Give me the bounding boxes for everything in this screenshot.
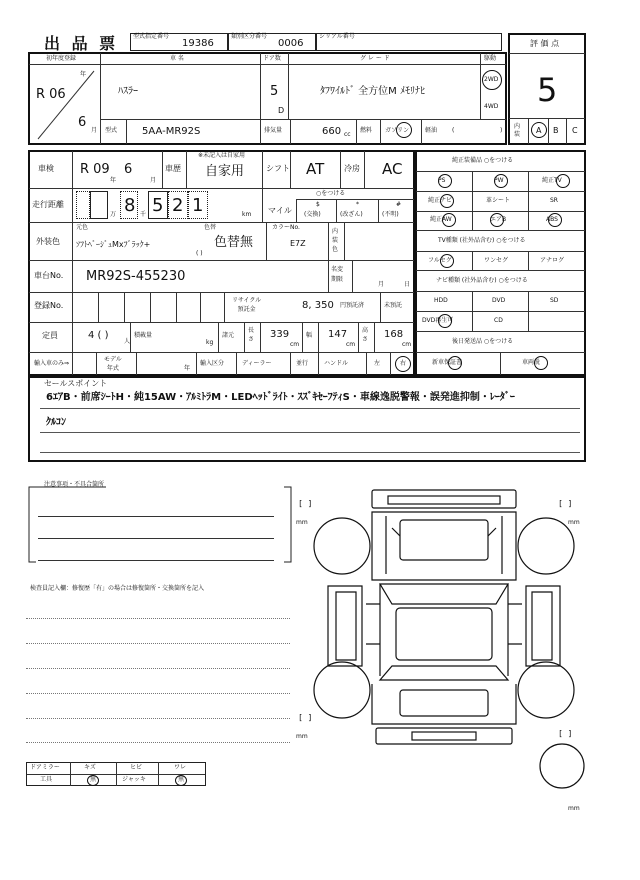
not-deposited: 未預託 bbox=[384, 302, 403, 309]
exchange-symbol: $ bbox=[316, 201, 320, 208]
navi-dvd-playable: DVD再生可 bbox=[422, 317, 454, 324]
navi-hdd: HDD bbox=[434, 297, 448, 304]
model-value: 5AA-MR92S bbox=[142, 126, 201, 137]
handle-label: ハンドル bbox=[324, 360, 349, 367]
navi-dvd: DVD bbox=[492, 297, 506, 304]
equip-pw-circle-mark bbox=[494, 174, 508, 188]
ac-value: AC bbox=[382, 160, 403, 178]
history-note: ※未記入は自家用 bbox=[198, 152, 246, 159]
height-label: 高 さ bbox=[362, 327, 369, 343]
first-reg-label: 初年度登録 bbox=[46, 55, 77, 62]
first-reg-diagonal bbox=[30, 65, 100, 144]
notes-bracket bbox=[26, 481, 294, 566]
equip-abs: ABS bbox=[546, 216, 558, 223]
type-designation-value: 19386 bbox=[182, 38, 214, 49]
capacity-value: 4 ( ) bbox=[88, 330, 109, 341]
import-only-label: 輸入車のみ⇒ bbox=[34, 360, 70, 367]
repaint-paren: ( ) bbox=[196, 250, 203, 257]
later-warranty: 新車保証書 bbox=[432, 359, 463, 366]
equip-ps-circle-mark bbox=[438, 174, 452, 188]
car-name-label: 車 名 bbox=[170, 55, 184, 62]
handle-left: 左 bbox=[374, 360, 381, 367]
mileage-digit-6: 1 bbox=[192, 195, 204, 216]
length-label: 長 さ bbox=[248, 327, 255, 343]
fuel-paren-close: ) bbox=[500, 127, 503, 134]
mileage-digit-3: 8 bbox=[124, 195, 136, 216]
serial-label: シリアル番号 bbox=[319, 33, 355, 40]
equip-aw-circle-mark bbox=[442, 213, 456, 227]
model-label: 型式 bbox=[105, 127, 118, 134]
length-unit: cm bbox=[290, 341, 300, 348]
jack-label: ジャッキ bbox=[122, 776, 146, 783]
name-change-month-unit: 月 bbox=[378, 281, 385, 288]
inspection-era: R 09 bbox=[80, 162, 110, 177]
category-label: 類別区分番号 bbox=[231, 33, 268, 40]
displacement-value: 660 bbox=[322, 126, 342, 137]
color-no-label: カラーNo. bbox=[272, 224, 300, 231]
equip-pw: PW bbox=[494, 177, 504, 184]
scratch-label: キズ bbox=[84, 764, 96, 771]
length-value: 339 bbox=[270, 329, 290, 340]
mileage-circle-note: ○をつける bbox=[316, 190, 346, 197]
tampered-label: (改ざん) bbox=[340, 211, 363, 218]
interior-grade-b: B bbox=[553, 126, 559, 135]
interior-label: 内 装 bbox=[514, 123, 521, 138]
recycle-unit: 円預託済 bbox=[340, 302, 365, 309]
shift-label: シフト bbox=[266, 164, 290, 173]
rear-right-wheel bbox=[518, 662, 574, 718]
rear-left-wheel bbox=[314, 662, 370, 718]
drive-2wd: 2WD bbox=[484, 76, 499, 83]
later-manual: 車両説 bbox=[522, 359, 541, 366]
mile-label: マイル bbox=[268, 206, 292, 215]
drive-2wd-circle-mark bbox=[482, 70, 502, 90]
handle-right-circle-mark bbox=[395, 356, 411, 372]
mileage-digit-4: 5 bbox=[152, 195, 164, 216]
equip-sr: SR bbox=[550, 197, 558, 204]
inspection-month-unit: 月 bbox=[150, 177, 157, 184]
sales-point-frame bbox=[28, 376, 586, 462]
height-value: 168 bbox=[384, 329, 404, 340]
chassis-value: MR92S-455230 bbox=[86, 269, 186, 284]
displacement-label: 排気量 bbox=[264, 127, 283, 134]
displacement-unit: cc bbox=[344, 131, 351, 138]
equip-leather: 革シート bbox=[486, 197, 511, 204]
bracket-rear-left: [ ] bbox=[298, 713, 313, 722]
jack-none-circle-mark bbox=[175, 775, 187, 786]
tv-oneseg: ワンセグ bbox=[484, 257, 509, 264]
mm-front-right: mm bbox=[568, 519, 580, 526]
handle-right: 右 bbox=[400, 360, 407, 367]
door-mirror-label: ドアミラー bbox=[30, 764, 60, 771]
width-label: 幅 bbox=[306, 332, 313, 339]
type-designation-label: 型式指定番号 bbox=[133, 33, 170, 40]
registration-label: 登録No. bbox=[34, 301, 64, 310]
inspection-month: 6 bbox=[124, 162, 133, 177]
capacity-unit: 人 bbox=[124, 338, 131, 345]
doors-sub: D bbox=[278, 106, 285, 115]
model-year-label: モデル 年式 bbox=[104, 356, 122, 372]
spare-tire bbox=[540, 744, 584, 788]
later-warranty-circle-mark bbox=[448, 356, 462, 370]
history-value: 自家用 bbox=[205, 164, 245, 179]
vehicle-detail-frame bbox=[28, 150, 415, 376]
fuel-paren-open: ( bbox=[452, 127, 455, 134]
first-reg-year-unit: 年 bbox=[80, 71, 87, 78]
later-shipment-title: 後日発送品 ○をつける bbox=[452, 338, 514, 345]
mileage-digits bbox=[76, 191, 256, 221]
interior-grade-a: A bbox=[536, 126, 542, 135]
crack-label: ヒビ bbox=[130, 764, 143, 771]
car-name-value: ﾊｽﾗｰ bbox=[118, 86, 138, 97]
drive-label: 駆動 bbox=[484, 55, 497, 62]
fuel-gasoline-circle-mark bbox=[396, 122, 412, 138]
name-change-label: 名変 期限 bbox=[331, 266, 344, 283]
score-value: 5 bbox=[537, 71, 558, 109]
page-title: 出 品 票 bbox=[44, 34, 119, 53]
tools-none-circle-mark bbox=[87, 775, 99, 786]
interior-grade-c: C bbox=[572, 126, 578, 135]
tools-label: 工具 bbox=[40, 776, 53, 783]
tv-fullseg-circle-mark bbox=[440, 254, 454, 268]
bracket-rear-right: [ ] bbox=[558, 729, 573, 738]
first-reg-month-unit: 月 bbox=[91, 127, 98, 134]
navi-type-title: ナビ種類 (社外品含む) ○をつける bbox=[436, 277, 528, 284]
exchange-label: (交換) bbox=[304, 211, 321, 218]
mileage-km-unit: km bbox=[242, 211, 252, 218]
width-value: 147 bbox=[328, 329, 348, 340]
navi-cd: CD bbox=[494, 317, 503, 324]
score-label: 評 価 点 bbox=[530, 39, 560, 48]
recycle-value: 8, 350 bbox=[302, 300, 334, 311]
tools-mark: 無 bbox=[90, 776, 97, 783]
ac-label: 冷房 bbox=[344, 164, 360, 173]
repaint-label: 色替 bbox=[204, 224, 217, 231]
import-type-label: 輸入区分 bbox=[200, 360, 225, 367]
car-diagram bbox=[300, 476, 590, 806]
doors-value: 5 bbox=[270, 84, 279, 99]
equip-genuine-aw: 純正AW bbox=[430, 216, 452, 223]
grade-label: グ レ ー ド bbox=[360, 55, 390, 62]
shift-value: AT bbox=[306, 160, 325, 178]
mileage-man-unit: 万 bbox=[110, 211, 117, 218]
front-left-wheel bbox=[314, 518, 370, 574]
mm-front-left: mm bbox=[296, 519, 308, 526]
exterior-color-label: 外装色 bbox=[36, 237, 60, 246]
equip-airbag: エアB bbox=[490, 216, 507, 223]
equip-ps: PS bbox=[438, 177, 446, 184]
tv-fullseg: フルセグ bbox=[428, 257, 452, 264]
grade-value: ﾀﾌﾜｲﾙﾄﾞ 全方位M ﾒﾓﾘﾅﾋ bbox=[320, 86, 425, 97]
later-manual-circle-mark bbox=[534, 356, 548, 370]
equip-abs-circle-mark bbox=[548, 213, 562, 227]
navi-dvd-playable-circle-mark bbox=[438, 314, 452, 328]
break-label: ワレ bbox=[174, 764, 187, 771]
sales-point-line-1: 6ｴｱB・前席ｼｰﾄH・純15AW・ｱﾙﾐﾄﾗM・LEDﾍｯﾄﾞﾗｲﾄ・ｽｽﾞｷｾｰﾌﾃｨS・車線逸脱警報・誤発進抑制・ﾚｰﾀﾞｰ bbox=[46, 392, 515, 403]
bracket-front-left: [ ] bbox=[298, 499, 313, 508]
recycle-label: リサイクル 預託金 bbox=[232, 297, 262, 313]
mileage-label: 走行距離 bbox=[32, 200, 64, 209]
tampered-symbol: * bbox=[356, 201, 359, 208]
model-year-unit: 年 bbox=[184, 365, 191, 372]
original-color-label: 元色 bbox=[76, 224, 89, 231]
chassis-label: 車台No. bbox=[34, 271, 64, 280]
dims-label: 諸元 bbox=[222, 332, 235, 339]
import-dealer: ディーラー bbox=[242, 360, 272, 367]
import-parallel: 並行 bbox=[296, 360, 309, 367]
tv-type-title: TV種類 (社外品含む) ○をつける bbox=[438, 237, 526, 244]
mm-rear-left: mm bbox=[296, 733, 308, 740]
interior-a-circle-mark bbox=[531, 122, 547, 138]
fuel-label: 燃料 bbox=[360, 127, 373, 134]
first-reg-era: R 06 bbox=[36, 87, 66, 102]
jack-mark: 無 bbox=[178, 776, 185, 783]
capacity-label: 定員 bbox=[42, 331, 58, 340]
height-unit: cm bbox=[402, 341, 412, 348]
equip-genuine-tv: 純正TV bbox=[542, 177, 562, 184]
inspection-year-unit: 年 bbox=[110, 177, 117, 184]
inspection-label: 車検 bbox=[38, 164, 54, 173]
unknown-symbol: # bbox=[396, 201, 402, 208]
category-value: 0006 bbox=[278, 38, 304, 49]
width-unit: cm bbox=[346, 341, 356, 348]
doors-label: ドア数 bbox=[263, 55, 281, 62]
bracket-front-right: [ ] bbox=[558, 499, 573, 508]
equip-airbag-circle-mark bbox=[490, 213, 507, 227]
history-label: 車歴 bbox=[165, 164, 181, 173]
drive-4wd: 4WD bbox=[484, 103, 499, 110]
load-unit: kg bbox=[206, 339, 214, 346]
mileage-sen-unit: 千 bbox=[140, 211, 147, 218]
interior-color-label: 内装色 bbox=[332, 228, 339, 253]
load-label: 積載量 bbox=[134, 332, 153, 339]
genuine-equipment-title: 純正装備品 ○をつける bbox=[452, 157, 514, 164]
tv-analog: アナログ bbox=[540, 257, 565, 264]
first-reg-month: 6 bbox=[78, 115, 87, 130]
inspector-note: 検査員記入欄：修復歴「有」の場合は修復箇所・交換箇所を記入 bbox=[30, 585, 205, 592]
repaint-value: 色替無 bbox=[214, 235, 254, 250]
equip-tv-circle-mark bbox=[556, 174, 570, 188]
mileage-digit-5: 2 bbox=[172, 195, 184, 216]
fuel-gasoline: ガソリン bbox=[385, 127, 410, 134]
unknown-label: (不明) bbox=[382, 211, 399, 218]
equip-genuine-navi: 純正ナビ bbox=[428, 197, 453, 204]
notes-title: 注意事項・不具合箇所 bbox=[44, 481, 105, 488]
name-change-day-unit: 日 bbox=[404, 281, 411, 288]
mm-spare: mm bbox=[568, 805, 580, 812]
navi-sd: SD bbox=[550, 297, 559, 304]
sales-point-label: セールスポイント bbox=[44, 379, 108, 388]
equip-navi-circle-mark bbox=[440, 194, 454, 208]
fuel-diesel: 軽油 bbox=[425, 127, 438, 134]
color-no-value: E7Z bbox=[290, 239, 306, 248]
original-color-value: ｿﾌﾄﾍﾞｰｼﾞｭMxﾌﾞﾗｯｸ+ bbox=[76, 240, 151, 249]
sales-point-line-2: ｸﾙｺﾝ bbox=[46, 417, 66, 428]
front-right-wheel bbox=[518, 518, 574, 574]
